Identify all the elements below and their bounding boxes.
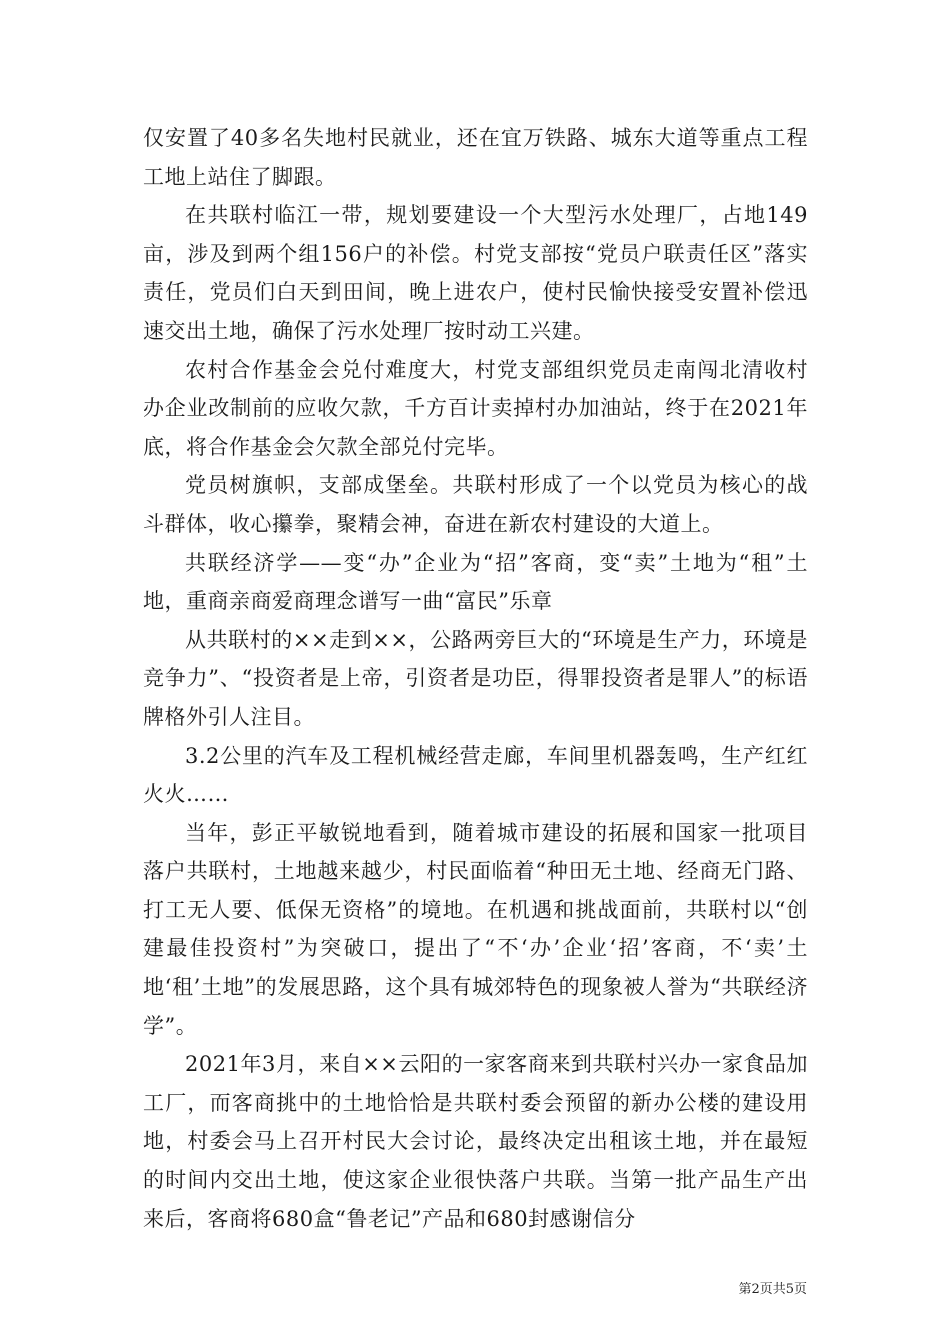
paragraph: 当年，彭正平敏锐地看到，随着城市建设的拓展和国家一批项目落户共联村，土地越来越少，村民面临着“种田无土地、经商无门路、打工无人要、低保无资格”的境地。在机遇和挑战面前，共联村以“创建最佳投资村”为突破口，提出了“不‘办’企业‘招’客商，不‘卖’土地‘租’土地”的发展思路，这个具有城郊特色的现象被人誉为“共联经济学”。 — [143, 820, 808, 1038]
paragraph: 3.2公里的汽车及工程机械经营走廊，车间里机器轰鸣，生产红红火火…… — [143, 743, 808, 807]
paragraph: 从共联村的××走到××，公路两旁巨大的“环境是生产力，环境是竞争力”、“投资者是上帝，引资者是功臣，得罪投资者是罪人”的标语牌格外引人注目。 — [143, 627, 808, 729]
paragraph: 在共联村临江一带，规划要建设一个大型污水处理厂，占地149亩，涉及到两个组156户的补偿。村党支部按“党员户联责任区”落实责任，党员们白天到田间，晚上进农户，使村民愉快接受安置补偿迅速交出土地，确保了污水处理厂按时动工兴建。 — [143, 203, 808, 343]
paragraph: 农村合作基金会兑付难度大，村党支部组织党员走南闯北清收村办企业改制前的应收欠款，千方百计卖掉村办加油站，终于在2021年底，将合作基金会欠款全部兑付完毕。 — [143, 357, 808, 459]
paragraph: 2021年3月，来自××云阳的一家客商来到共联村兴办一家食品加工厂，而客商挑中的土地恰恰是共联村委会预留的新办公楼的建设用地，村委会马上召开村民大会讨论，最终决定出租该土地，并在最短的时间内交出土地，使这家企业很快落户共联。当第一批产品生产出来后，客商将680盒“鲁老记”产品和680封感谢信分 — [143, 1052, 808, 1231]
paragraph: 仅安置了40多名失地村民就业，还在宜万铁路、城东大道等重点工程工地上站住了脚跟。 — [143, 126, 808, 189]
paragraph: 党员树旗帜，支部成堡垒。共联村形成了一个以党员为核心的战斗群体，收心攥拳，聚精会神，奋进在新农村建设的大道上。 — [143, 473, 808, 536]
document-body — [143, 119, 808, 1238]
section-heading-paragraph: 共联经济学——变“办”企业为“招”客商，变“卖”土地为“租”土地，重商亲商爱商理念谱写一曲“富民”乐章 — [143, 550, 808, 614]
page-number: 第2页共5页 — [738, 1282, 807, 1297]
